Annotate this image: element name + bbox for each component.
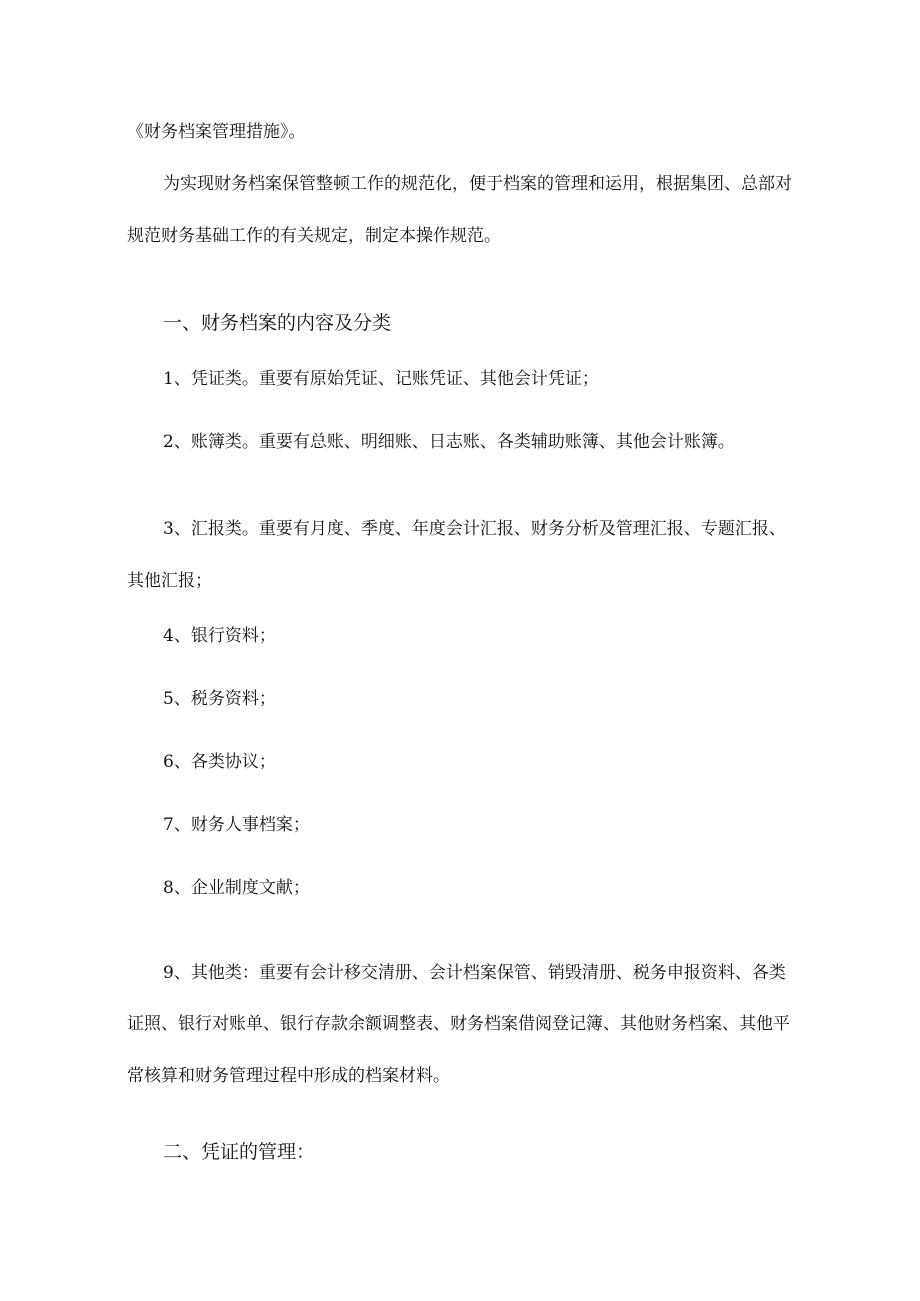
list-item-7: 7、财务人事档案； <box>163 815 310 835</box>
intro-paragraph-line-1: 为实现财务档案保管整顿工作的规范化，便于档案的管理和运用，根据集团、总部对 <box>163 174 792 194</box>
document-title: 《财务档案管理措施》。 <box>127 122 306 142</box>
intro-paragraph-line-2: 规范财务基础工作的有关规定，制定本操作规范。 <box>127 226 501 246</box>
list-item-9-line-2: 证照、银行对账单、银行存款余额调整表、财务档案借阅登记簿、其他财务档案、其他平 <box>127 1014 790 1034</box>
section-2-heading: 二、凭证的管理： <box>163 1141 316 1163</box>
list-item-5: 5、税务资料； <box>163 689 276 709</box>
list-item-1: 1、凭证类。重要有原始凭证、记账凭证、其他会计凭证； <box>163 369 599 389</box>
list-item-6: 6、各类协议； <box>163 752 276 772</box>
list-item-2: 2、账簿类。重要有总账、明细账、日志账、各类辅助账簿、其他会计账簿。 <box>163 432 735 452</box>
list-item-3-line-2: 其他汇报； <box>127 571 212 591</box>
section-1-heading: 一、财务档案的内容及分类 <box>163 312 392 334</box>
list-item-4: 4、银行资料； <box>163 626 276 646</box>
list-item-8: 8、企业制度文献； <box>163 878 310 898</box>
list-item-3-line-1: 3、汇报类。重要有月度、季度、年度会计汇报、财务分析及管理汇报、专题汇报、 <box>163 519 786 539</box>
list-item-9-line-1: 9、其他类：重要有会计移交清册、会计档案保管、销毁清册、税务申报资料、各类 <box>163 963 786 983</box>
list-item-9-line-3: 常核算和财务管理过程中形成的档案材料。 <box>127 1066 450 1086</box>
